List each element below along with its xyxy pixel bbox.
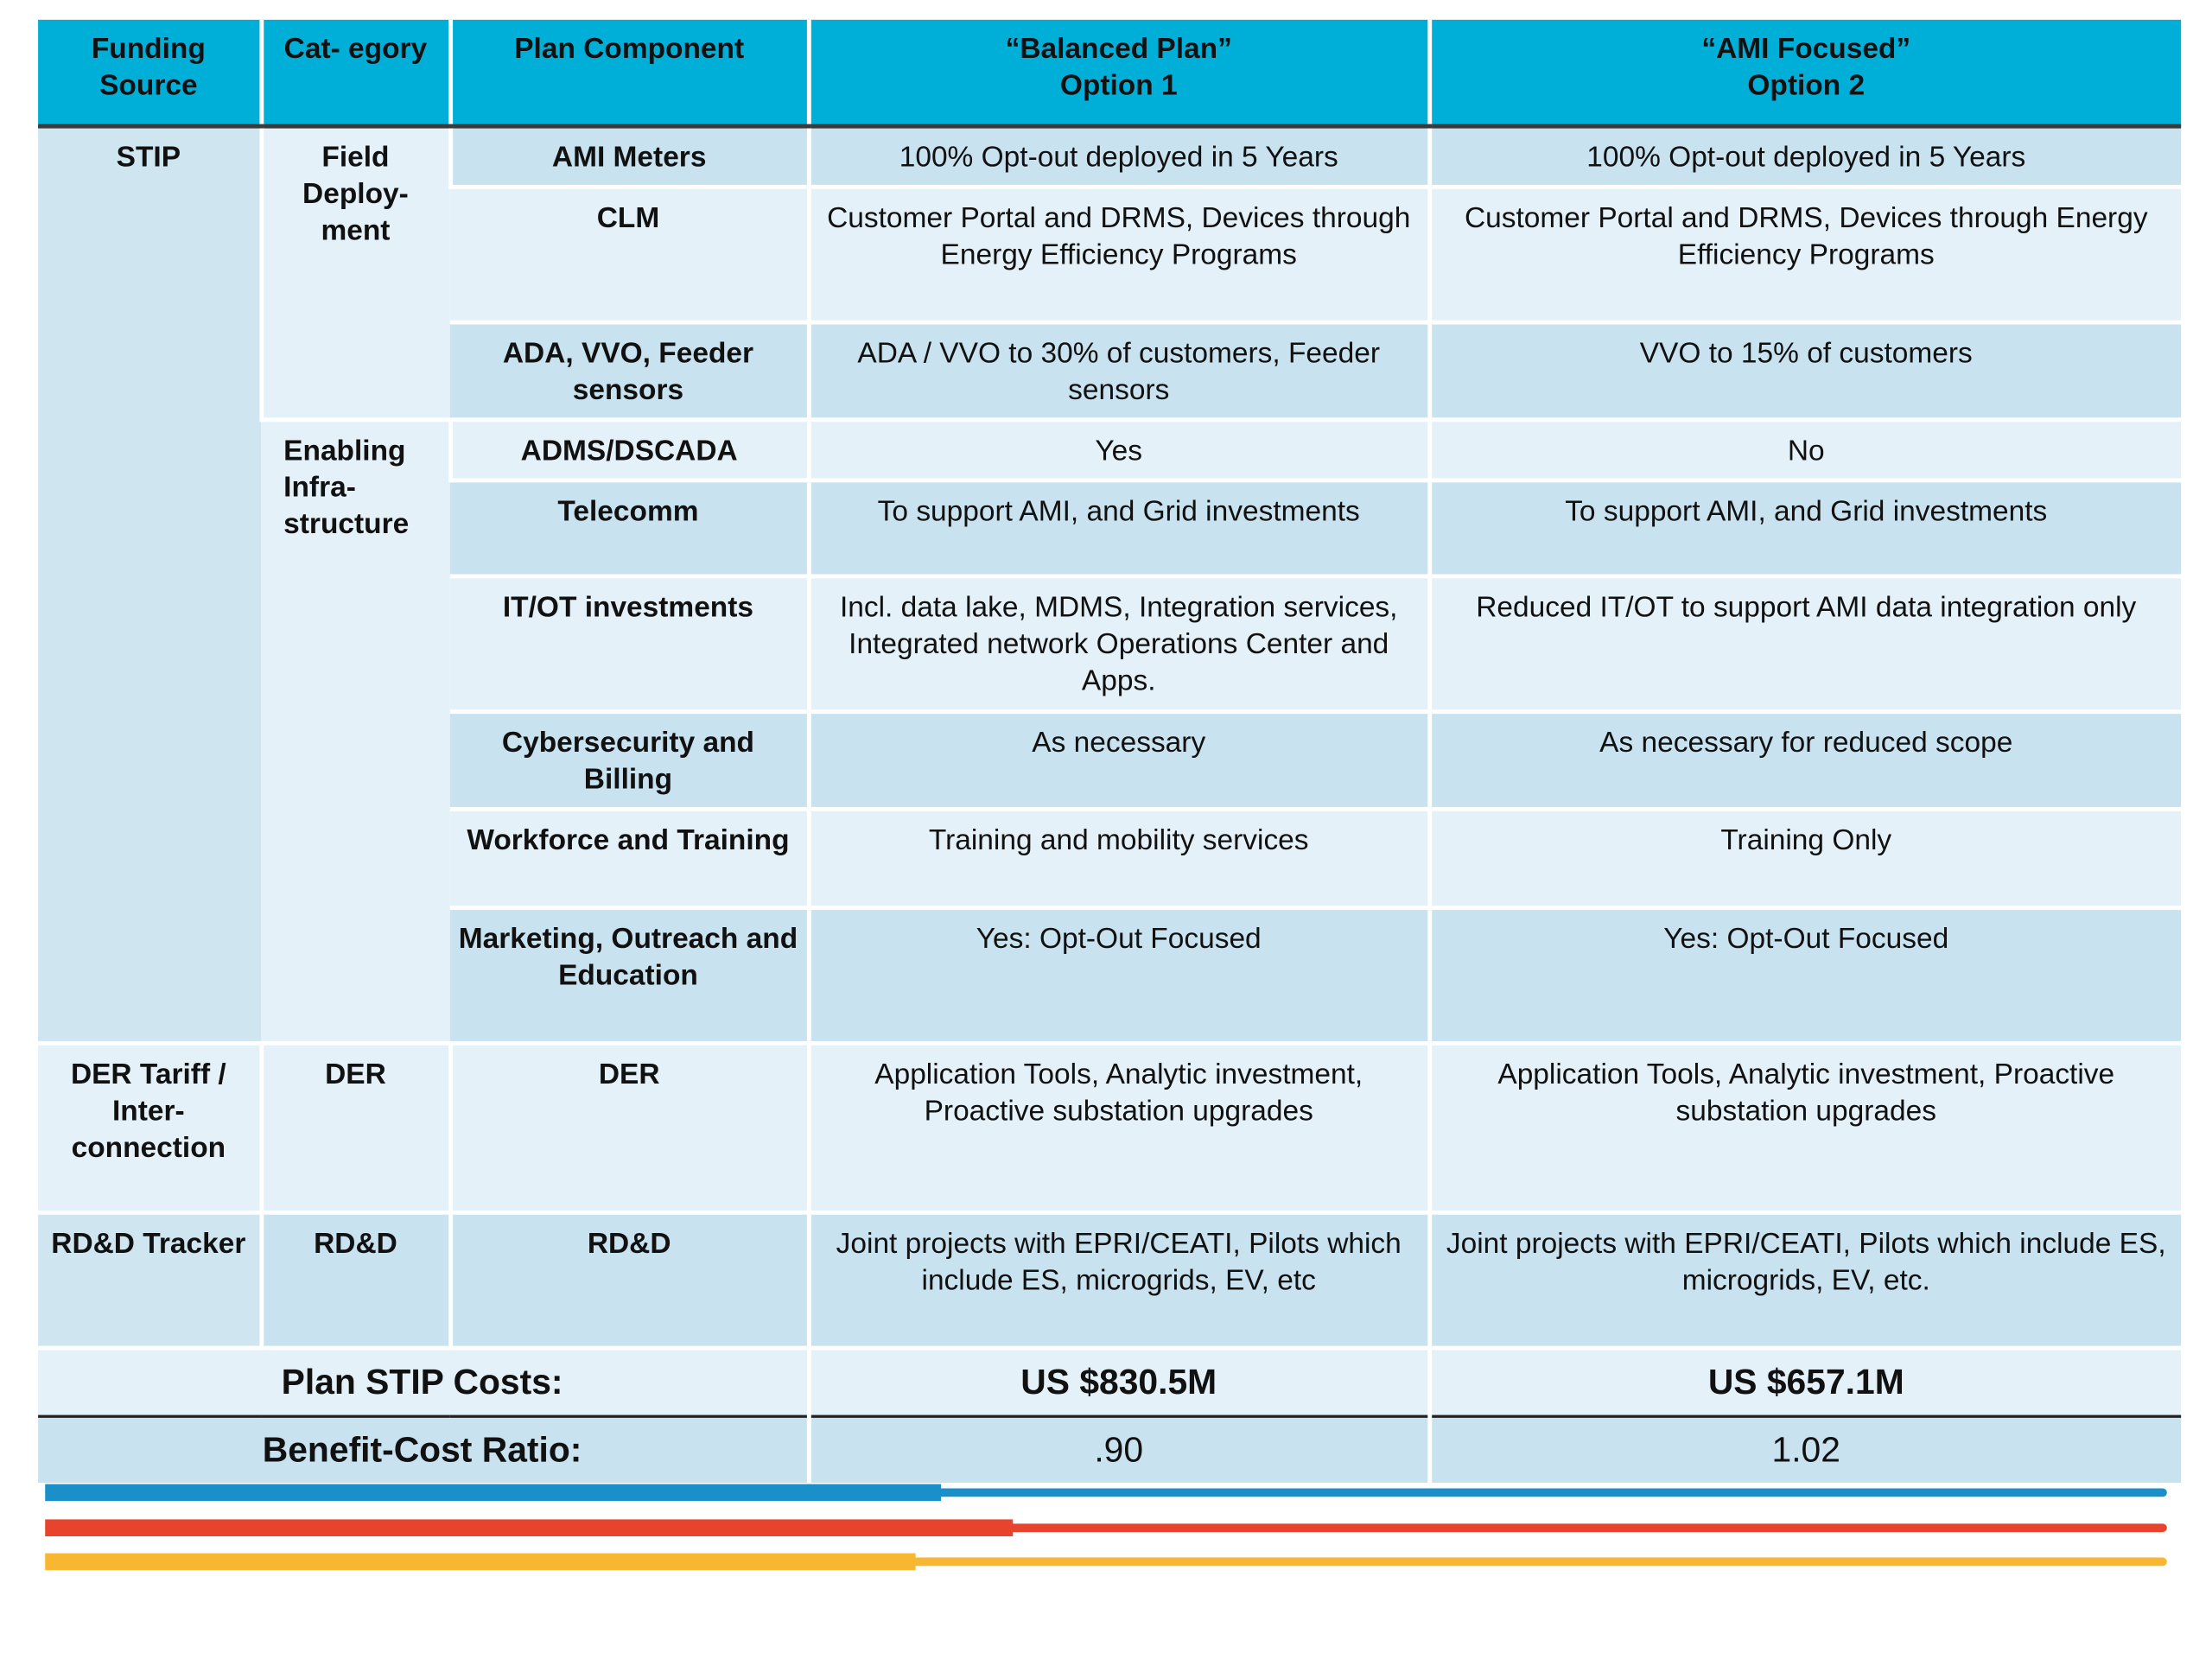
option-2-value: VVO to 15% of customers	[1429, 322, 2181, 420]
header-plan-component: Plan Component	[450, 20, 809, 126]
option-1-value: Joint projects with EPRI/CEATI, Pilots which include ES, microgrids, EV, etc	[809, 1212, 1429, 1348]
header-option-1-name: “Balanced Plan”	[1005, 32, 1232, 66]
yellow-bar-thick	[45, 1554, 915, 1571]
header-option-1-number: Option 1	[1059, 69, 1178, 102]
option-2-value: Yes: Opt-Out Focused	[1429, 908, 2181, 1044]
benefit-cost-ratio-label: Benefit-Cost Ratio:	[38, 1416, 808, 1484]
decorative-color-bars	[45, 1484, 2167, 1569]
header-option-2	[1429, 20, 2181, 126]
plan-component: Marketing, Outreach and Education	[450, 908, 809, 1044]
option-2-value: Customer Portal and DRMS, Devices through Energy Efficiency Programs	[1429, 187, 2181, 322]
table-row	[38, 1043, 2181, 1212]
plan-component: ADMS/DSCADA	[450, 420, 809, 480]
option-2-value: 100% Opt-out deployed in 5 Years	[1429, 126, 2181, 187]
summary-row-bcr	[38, 1416, 2181, 1484]
plan-component: ADA, VVO, Feeder sensors	[450, 322, 809, 420]
option-2-value: Application Tools, Analytic investment, Proactive substation upgrades	[1429, 1043, 2181, 1212]
category-field-deployment: Field Deploy- ment	[261, 126, 450, 420]
benefit-cost-ratio-option-2: 1.02	[1429, 1416, 2181, 1484]
table-row	[38, 1212, 2181, 1348]
header-category: Cat- egory	[261, 20, 450, 126]
category-der: DER	[261, 1043, 450, 1212]
option-1-value: Yes	[809, 420, 1429, 480]
plan-component: CLM	[450, 187, 809, 322]
plan-component: Telecomm	[450, 480, 809, 576]
option-2-value: Joint projects with EPRI/CEATI, Pilots which include ES, microgrids, EV, etc.	[1429, 1212, 2181, 1348]
plan-component: Cybersecurity and Billing	[450, 712, 809, 810]
option-2-value: No	[1429, 420, 2181, 480]
header-option-1	[809, 20, 1429, 126]
option-1-value: Incl. data lake, MDMS, Integration services, Integrated network Operations Center and Apps.	[809, 576, 1429, 712]
plan-component: Workforce and Training	[450, 809, 809, 907]
option-1-value: As necessary	[809, 712, 1429, 810]
category-rdd: RD&D	[261, 1212, 450, 1348]
table-row	[38, 126, 2181, 187]
summary-row-costs	[38, 1348, 2181, 1416]
option-1-value: Customer Portal and DRMS, Devices through Energy Efficiency Programs	[809, 187, 1429, 322]
option-1-value: To support AMI, and Grid investments	[809, 480, 1429, 576]
option-2-value: Reduced IT/OT to support AMI data integration only	[1429, 576, 2181, 712]
plan-component: IT/OT investments	[450, 576, 809, 712]
funding-source-der: DER Tariff / Inter- connection	[38, 1043, 261, 1212]
option-2-value: To support AMI, and Grid investments	[1429, 480, 2181, 576]
option-2-value: As necessary for reduced scope	[1429, 712, 2181, 810]
header-funding-source: Funding Source	[38, 20, 261, 126]
plan-stip-costs-option-1: US $830.5M	[809, 1348, 1429, 1416]
option-1-value: ADA / VVO to 30% of customers, Feeder sensors	[809, 322, 1429, 420]
plan-comparison-table	[38, 20, 2181, 1487]
category-enabling-infrastructure: Enabling Infra- structure	[261, 420, 450, 1044]
option-1-value: Application Tools, Analytic investment, Proactive substation upgrades	[809, 1043, 1429, 1212]
option-1-value: Yes: Opt-Out Focused	[809, 908, 1429, 1044]
table-header-row	[38, 20, 2181, 126]
plan-stip-costs-option-2: US $657.1M	[1429, 1348, 2181, 1416]
plan-component: AMI Meters	[450, 126, 809, 187]
option-1-value: Training and mobility services	[809, 809, 1429, 907]
header-option-2-name: “AMI Focused”	[1701, 32, 1911, 66]
plan-component: RD&D	[450, 1212, 809, 1348]
red-bar-thick	[45, 1519, 1013, 1536]
option-1-value: 100% Opt-out deployed in 5 Years	[809, 126, 1429, 187]
header-option-2-number: Option 2	[1747, 69, 1866, 102]
option-2-value: Training Only	[1429, 809, 2181, 907]
plan-component: DER	[450, 1043, 809, 1212]
funding-source-rdd: RD&D Tracker	[38, 1212, 261, 1348]
plan-stip-costs-label: Plan STIP Costs:	[38, 1348, 808, 1416]
blue-bar-thick	[45, 1484, 941, 1502]
table-row	[38, 420, 2181, 480]
funding-source-stip: STIP	[38, 126, 261, 1043]
benefit-cost-ratio-option-1: .90	[809, 1416, 1429, 1484]
